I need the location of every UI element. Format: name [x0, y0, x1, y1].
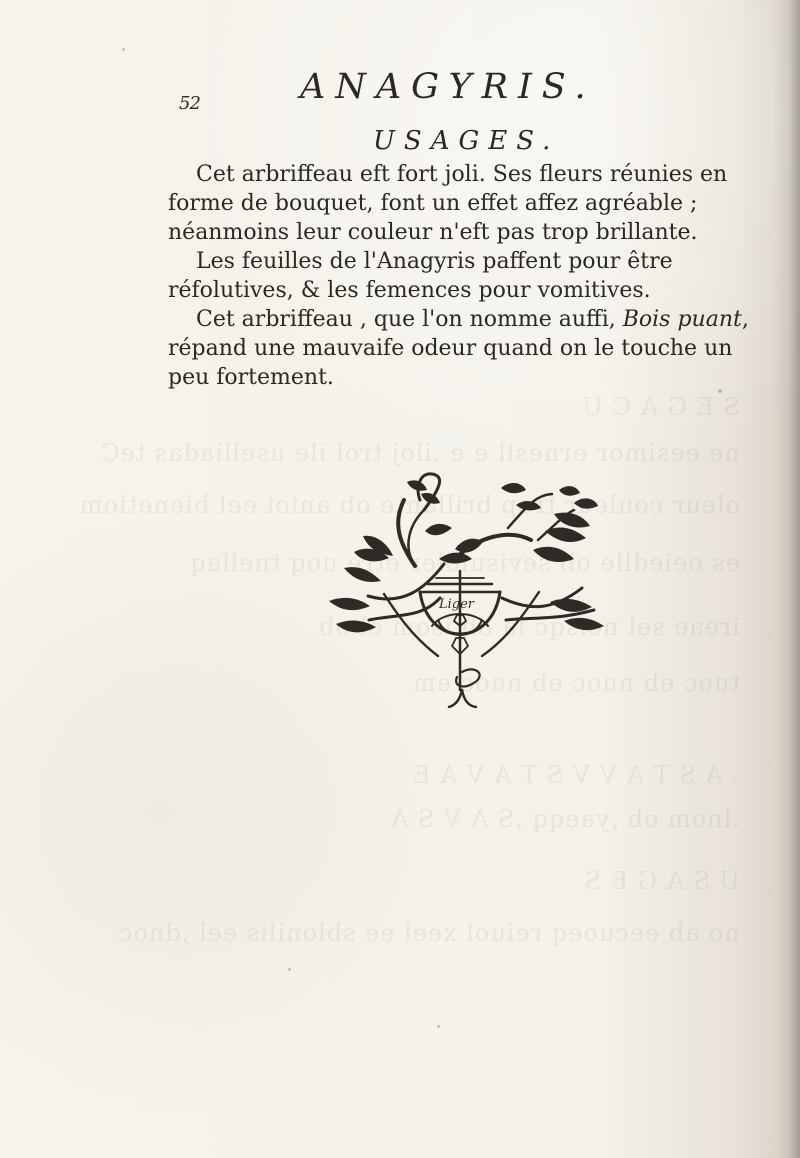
ghost-text-line: U S A G E S [583, 867, 740, 895]
ghost-text-line: S E G A C U [581, 393, 740, 421]
paper-speck [437, 1025, 440, 1028]
paper-speck [122, 48, 125, 51]
running-head: ANAGYRIS. [300, 67, 596, 107]
paragraph-3-italic: Bois puant [622, 307, 742, 332]
page-number: 52 [179, 93, 200, 114]
ghost-text-line: ne eesimor ernesll e e .iloj trol ile uselliadas teC [100, 439, 740, 467]
ghost-text-line: .lnom ob ,yaeqq ,S A V S A [389, 805, 740, 833]
section-title: USAGES. [373, 126, 560, 156]
paragraph-3-before: Cet arbriffeau , que l'on nomme auffi, [196, 307, 623, 332]
paragraph-3-after: , répand une mauvaife odeur quand on le touche un peu fortement. [168, 307, 749, 390]
ghost-text-line: ireae sel noisqc la ob isom el ob [318, 613, 740, 641]
paper-speck [288, 968, 291, 971]
ornament-vignette [312, 470, 608, 708]
ornament-label: Liger [439, 597, 475, 612]
ghost-text-line: oleur couleur trop brillante ob anioi eel bienetiom [78, 491, 740, 519]
paper-speck [718, 389, 722, 393]
ghost-text-line: . A S T A V V S T A V A E [412, 761, 740, 789]
ghost-text-line: no ab eecuoeq reiuol xeel ee sblonilis eel ,dnoc [118, 919, 740, 947]
page-edge-shadow [774, 0, 800, 1158]
paragraph-2: Les feuilles de l'Anagyris paffent pour être réfolutives, & les femences pour vomitives. [168, 249, 673, 303]
ghost-text-line: tuoc eb nuoc eb nuoc em [412, 669, 740, 697]
paragraph-1: Cet arbriffeau eft fort joli. Ses fleurs réunies en forme de bouquet, font un effet affez agréable ; néanmoins leur couleur n'eft pas trop brillante. [168, 162, 728, 245]
ghost-text-line: es oeiedlle ob sevisuloler etre uoq tnellaq [189, 549, 740, 577]
paragraph-3 [168, 305, 756, 392]
paper-speck [231, 379, 233, 381]
body-text [168, 160, 756, 392]
